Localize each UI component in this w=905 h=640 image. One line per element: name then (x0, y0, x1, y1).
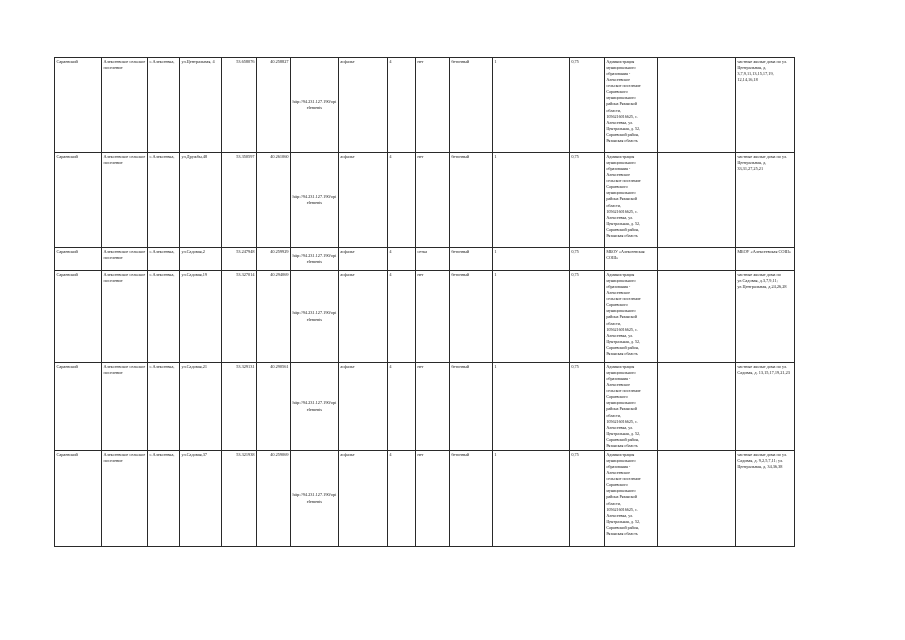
owner-line: муниципального (606, 308, 636, 314)
street-cell: ул.Центральная, 4 (180, 58, 222, 153)
owner-line: Алексеевское (606, 76, 630, 82)
fence-cell: нет (415, 451, 449, 547)
empty-cell (657, 363, 735, 451)
settlement-cell: Алексеевское сельское поселение (102, 248, 148, 271)
owner-line: области, (606, 202, 622, 208)
container-type-cell: бетонный (449, 363, 492, 451)
latitude-cell: 53.327014 (222, 271, 257, 363)
map-link-cell[interactable]: http://94.231.127.190/opi elements (291, 451, 339, 547)
map-link-cell[interactable]: http://94.231.127.190/opi elements (291, 153, 339, 248)
owner-line: СОШ» (606, 254, 619, 260)
owner-line: 1056216016625, с. (606, 326, 638, 332)
owner-line: образования - (606, 70, 631, 76)
owner-line: Администрация (606, 153, 635, 159)
owner-line: области, (606, 500, 622, 506)
owner-line: образования - (606, 463, 631, 469)
fence-cell: нет (415, 363, 449, 451)
owner-line: Алексеевское (606, 381, 630, 387)
district-cell: Сараевский (55, 248, 102, 271)
surface-cell: асфальт (338, 153, 387, 248)
owner-cell (604, 363, 657, 451)
longitude-cell: 40.261060 (257, 153, 291, 248)
owner-line: муниципального (606, 190, 636, 196)
longitude-cell: 40.290561 (257, 363, 291, 451)
settlement-cell: Алексеевское сельское поселение (102, 271, 148, 363)
owner-line: Центральная, д. 52, (606, 126, 641, 132)
owner-line: образования - (606, 375, 631, 381)
table-row (55, 58, 795, 153)
owner-line: области, (606, 107, 622, 113)
area-cell: 4 (387, 363, 415, 451)
container-type-cell: бетонный (449, 451, 492, 547)
longitude-cell: 40.259929 (257, 248, 291, 271)
container-count-cell: 1 (492, 363, 569, 451)
owner-line: Центральная, д. 52, (606, 221, 641, 227)
owner-line: Алексеевское (606, 289, 630, 295)
owner-line: сельское поселение (606, 388, 641, 394)
owner-line: Сараевский район, (606, 345, 639, 351)
owner-line: Рязанская область (606, 138, 638, 144)
table-row (55, 363, 795, 451)
owner-line: Администрация (606, 451, 635, 457)
owner-line: муниципального (606, 64, 636, 70)
surface-cell: асфальт (338, 58, 387, 153)
owner-line: сельское поселение (606, 178, 641, 184)
owner-line: области, (606, 412, 622, 418)
owner-line: района Рязанской (606, 494, 637, 500)
waste-sources-cell: частные жилые дома по ул.Садовая, д.3,7,9,11; ул.Центральная, д.24,26,28 (735, 271, 794, 363)
owner-line: Центральная, д. 52, (606, 431, 641, 437)
district-cell: Сараевский (55, 58, 102, 153)
table-row (55, 451, 795, 547)
owner-line: муниципального (606, 95, 636, 101)
fence-cell: нет (415, 153, 449, 248)
locality-cell: с.Алексеевка, (148, 363, 180, 451)
latitude-cell: 53.329131 (222, 363, 257, 451)
owner-line: Алексеевское (606, 469, 630, 475)
locality-cell: с.Алексеевка, (148, 271, 180, 363)
district-cell: Сараевский (55, 363, 102, 451)
waste-sources-cell: МБОУ «Алексеевская СОШ» (735, 248, 794, 271)
owner-line: 1056216016625, с. (606, 113, 638, 119)
fence-cell: сетка (415, 248, 449, 271)
owner-line: района Рязанской (606, 406, 637, 412)
container-volume-cell: 0,75 (569, 153, 604, 248)
owner-line: 1056216016625, с. (606, 208, 638, 214)
container-count-cell: 1 (492, 451, 569, 547)
street-cell: ул.Садовая,37 (180, 451, 222, 547)
fence-cell: нет (415, 58, 449, 153)
container-volume-cell: 0,75 (569, 363, 604, 451)
owner-cell (604, 271, 657, 363)
owner-line: Рязанская область (606, 351, 638, 357)
owner-line: Сараевский район, (606, 437, 639, 443)
district-cell: Сараевский (55, 153, 102, 248)
owner-line: района Рязанской (606, 101, 637, 107)
owner-line: Сараевский район, (606, 132, 639, 138)
waste-sources-cell: частные жилые дома по ул. Центральная, д. 33,31,27,25,21 (735, 153, 794, 248)
owner-line: Администрация (606, 58, 635, 64)
owner-line: Алексеевка, ул. (606, 214, 634, 220)
owner-line: Рязанская область (606, 531, 638, 537)
container-type-cell: бетонный (449, 153, 492, 248)
settlement-cell: Алексеевское сельское поселение (102, 451, 148, 547)
waste-sources-cell: частные жилые дома по ул. Центральная, д. 3,7,9,11,13,15,17,19, 12,14,16,18 (735, 58, 794, 153)
area-cell: 4 (387, 271, 415, 363)
owner-line: Сараевского (606, 394, 628, 400)
map-link-cell[interactable]: http://94.231.127.190/opi elements (291, 58, 339, 153)
registry-table (54, 57, 795, 547)
owner-line: Администрация (606, 363, 635, 369)
container-type-cell: бетонный (449, 248, 492, 271)
owner-cell (604, 451, 657, 547)
owner-line: Сараевского (606, 89, 628, 95)
map-link-cell[interactable]: http://94.231.127.190/opi elements (291, 271, 339, 363)
table-row (55, 153, 795, 248)
surface-cell: асфальт (338, 271, 387, 363)
latitude-cell: 53.658076 (222, 58, 257, 153)
owner-line: сельское поселение (606, 476, 641, 482)
latitude-cell: 53.247948 (222, 248, 257, 271)
area-cell: 4 (387, 153, 415, 248)
owner-cell (604, 248, 657, 271)
owner-line: муниципального (606, 369, 636, 375)
owner-line: сельское поселение (606, 296, 641, 302)
waste-sources-cell: частные жилые дома по ул. Садовая, д. 9,2,5,7,11; ул. Центральная, д. 34,36,38 (735, 451, 794, 547)
table-row (55, 248, 795, 271)
owner-line: Рязанская область (606, 233, 638, 239)
owner-line: Сараевского (606, 184, 628, 190)
owner-line: Алексеевка, ул. (606, 512, 634, 518)
container-count-cell: 1 (492, 58, 569, 153)
owner-cell (604, 58, 657, 153)
street-cell: ул.Дружбы,48 (180, 153, 222, 248)
settlement-cell: Алексеевское сельское поселение (102, 153, 148, 248)
locality-cell: с.Алексеевка, (148, 153, 180, 248)
container-count-cell: 1 (492, 248, 569, 271)
settlement-cell: Алексеевское сельское поселение (102, 363, 148, 451)
owner-line: образования - (606, 283, 631, 289)
container-count-cell: 1 (492, 271, 569, 363)
empty-cell (657, 271, 735, 363)
owner-line: области, (606, 320, 622, 326)
longitude-cell: 40.258827 (257, 58, 291, 153)
owner-line: муниципального (606, 488, 636, 494)
waste-sources-cell: частные жилые дома по ул. Садовая, д. 13,15,17,19,21,23 (735, 363, 794, 451)
map-link-cell[interactable]: http://94.231.127.190/opi elements (291, 248, 339, 271)
street-cell: ул.Садовая,21 (180, 363, 222, 451)
owner-line: района Рязанской (606, 314, 637, 320)
owner-line: муниципального (606, 400, 636, 406)
empty-cell (657, 248, 735, 271)
owner-line: муниципального (606, 159, 636, 165)
owner-line: Алексеевка, ул. (606, 119, 634, 125)
district-cell: Сараевский (55, 451, 102, 547)
container-volume-cell: 0,75 (569, 271, 604, 363)
area-cell: 4 (387, 451, 415, 547)
locality-cell: с.Алексеевка, (148, 248, 180, 271)
owner-line: Алексеевка, ул. (606, 332, 634, 338)
settlement-cell: Алексеевское сельское поселение (102, 58, 148, 153)
owner-line: Центральная, д. 52, (606, 519, 641, 525)
surface-cell: асфальт (338, 451, 387, 547)
owner-line: Сараевский район, (606, 227, 639, 233)
owner-line: Рязанская область (606, 443, 638, 449)
map-link-cell[interactable]: http://94.231.127.190/opi elements (291, 363, 339, 451)
empty-cell (657, 58, 735, 153)
owner-line: 1056216016625, с. (606, 418, 638, 424)
surface-cell: асфальт (338, 363, 387, 451)
area-cell: 4 (387, 58, 415, 153)
owner-line: муниципального (606, 457, 636, 463)
owner-line: 1056216016625, с. (606, 506, 638, 512)
owner-line: Сараевского (606, 482, 628, 488)
district-cell: Сараевский (55, 271, 102, 363)
container-count-cell: 1 (492, 153, 569, 248)
container-volume-cell: 0,75 (569, 248, 604, 271)
locality-cell: с.Алексеевка, (148, 58, 180, 153)
owner-cell (604, 153, 657, 248)
locality-cell: с.Алексеевка, (148, 451, 180, 547)
owner-line: Сараевского (606, 302, 628, 308)
latitude-cell: 53.350597 (222, 153, 257, 248)
surface-cell: асфальт (338, 248, 387, 271)
owner-line: Администрация (606, 271, 635, 277)
container-volume-cell: 0,75 (569, 451, 604, 547)
empty-cell (657, 451, 735, 547)
container-type-cell: бетонный (449, 58, 492, 153)
owner-line: Сараевский район, (606, 525, 639, 531)
owner-line: района Рязанской (606, 196, 637, 202)
fence-cell: нет (415, 271, 449, 363)
table-row (55, 271, 795, 363)
owner-line: Центральная, д. 52, (606, 339, 641, 345)
owner-line: Алексеевское (606, 171, 630, 177)
empty-cell (657, 153, 735, 248)
container-volume-cell: 0,75 (569, 58, 604, 153)
container-type-cell: бетонный (449, 271, 492, 363)
longitude-cell: 40.259069 (257, 451, 291, 547)
owner-line: сельское поселение (606, 83, 641, 89)
owner-line: МБОУ «Алексеевская (606, 248, 645, 254)
street-cell: ул.Садовая,19 (180, 271, 222, 363)
owner-line: Алексеевка, ул. (606, 424, 634, 430)
latitude-cell: 53.321938 (222, 451, 257, 547)
street-cell: ул.Садовая,2 (180, 248, 222, 271)
owner-line: муниципального (606, 277, 636, 283)
owner-line: образования - (606, 165, 631, 171)
area-cell: 4 (387, 248, 415, 271)
longitude-cell: 40.294069 (257, 271, 291, 363)
